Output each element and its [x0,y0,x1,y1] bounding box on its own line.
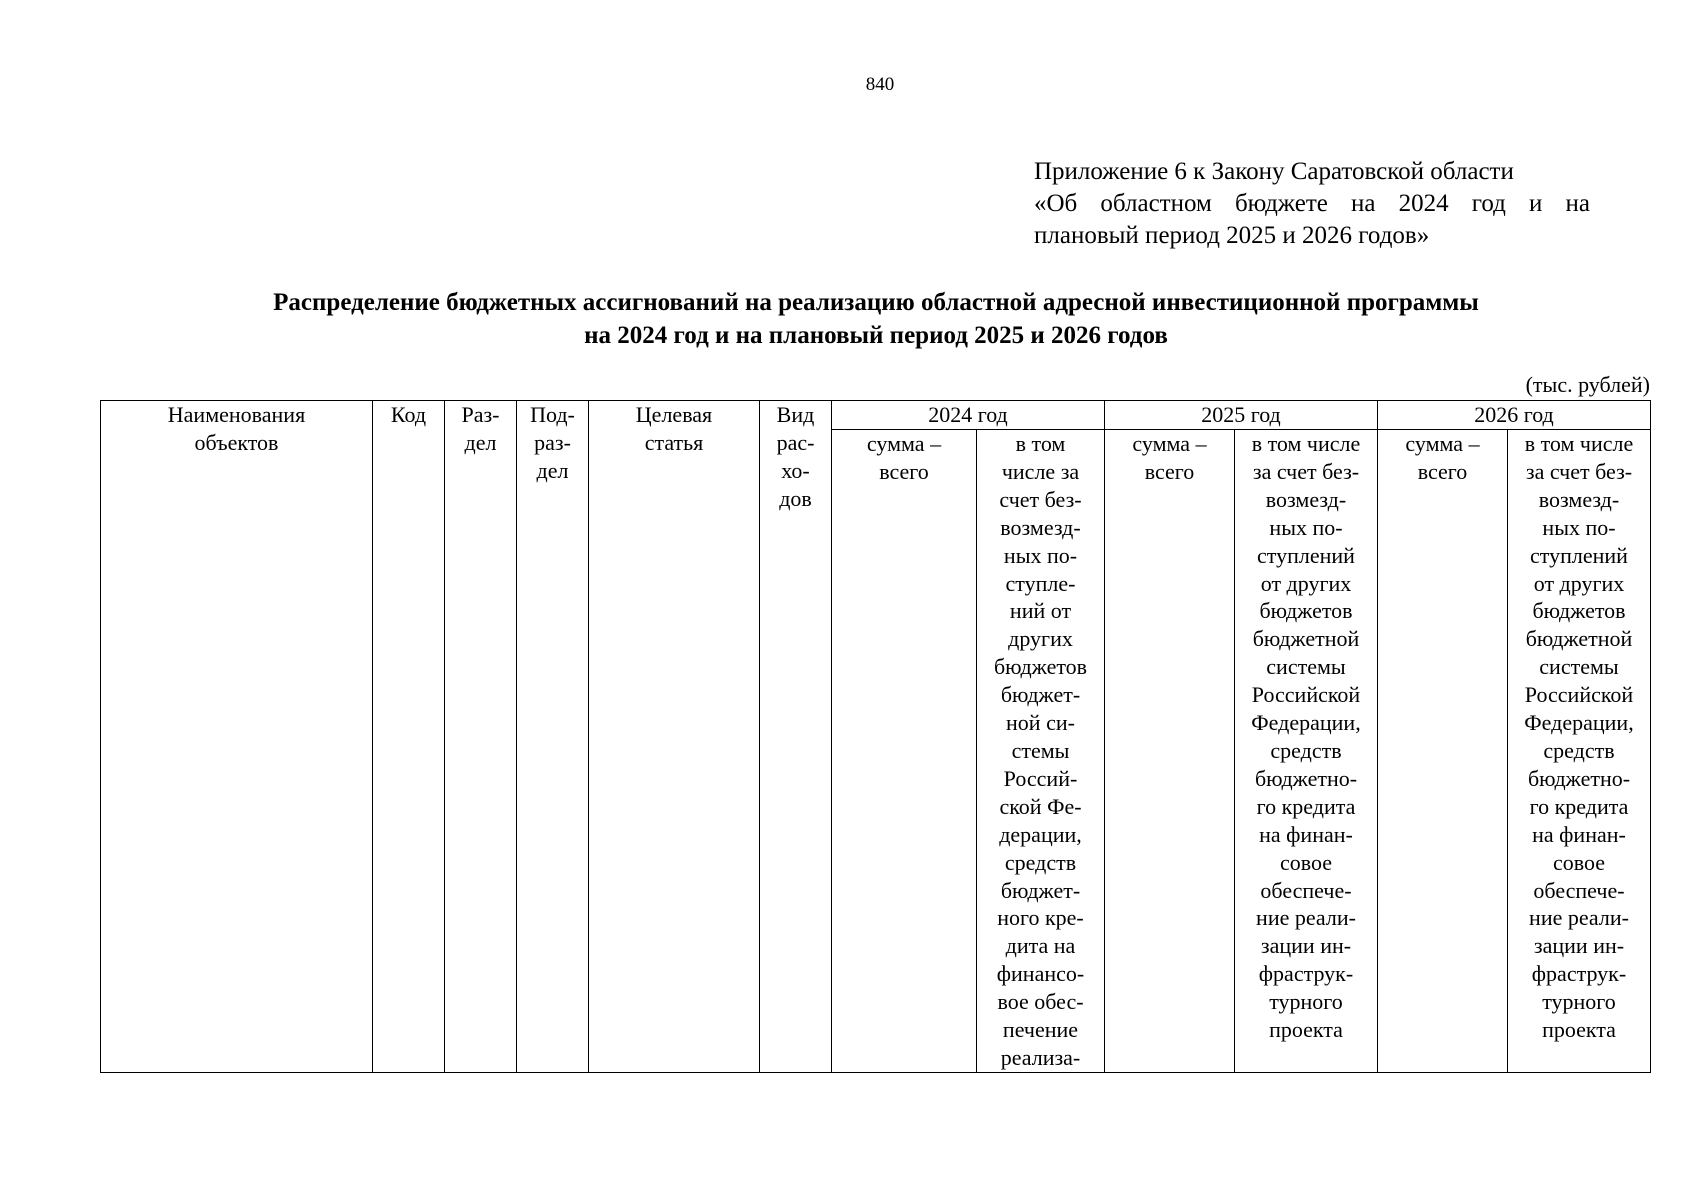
header-total-2026: сумма – всего [1378,430,1508,1073]
header-incl-2024: в том числе за счет без- возмезд- ных по- ступле- ний от других бюджетов бюджет- ной си- стемы Россий- ской Фе- дерации, средств бюджет- ного кре- дита на финансо- вое обес- печение реализа- [977,430,1105,1073]
header-total-2024: сумма – всего [832,430,977,1073]
appendix-note [1034,156,1590,252]
header-names: Наименования объектов [101,401,373,1073]
page-number: 840 [865,74,895,95]
appendix-line-3: плановый период 2025 и 2026 годов» [1034,222,1430,249]
budget-table [100,400,1651,1073]
header-subsection: Под- раз- дел [517,401,589,1073]
header-incl-2025: в том числе за счет без- возмезд- ных по- ступлений от других бюджетов бюджетной системы Российской Федерации, средств бюджетно- го кредита на финан- совое обеспече- ние реали- зации ин- фраструк- турного проекта [1235,430,1378,1073]
document-title-line-2: на 2024 год и на плановый период 2025 и 2026 годов [584,322,1168,349]
header-year-2024: 2024 год [832,401,1105,430]
appendix-line-2: «Об областном бюджете на 2024 год и на [1034,190,1590,217]
appendix-line-1: Приложение 6 к Закону Саратовской области [1034,158,1514,185]
header-target-article: Целевая статья [589,401,760,1073]
document-title [100,286,1652,352]
table-header-row [101,401,1651,430]
header-code: Код [373,401,445,1073]
header-expense-type: Вид рас- хо- дов [760,401,832,1073]
units-label-wrap [0,372,1650,398]
header-year-2025: 2025 год [1105,401,1378,430]
header-section: Раз- дел [445,401,517,1073]
header-total-2025: сумма – всего [1105,430,1235,1073]
document-title-line-1: Распределение бюджетных ассигнований на реализацию областной адресной инвестиционной программы [273,289,1479,316]
header-incl-2026: в том числе за счет без- возмезд- ных по- ступлений от других бюджетов бюджетной системы Российской Федерации, средств бюджетно- го кредита на финан- совое обеспече- ние реали- зации ин- фраструк- турного проекта [1508,430,1651,1073]
header-year-2026: 2026 год [1378,401,1651,430]
units-label: (тыс. рублей) [1525,372,1650,397]
